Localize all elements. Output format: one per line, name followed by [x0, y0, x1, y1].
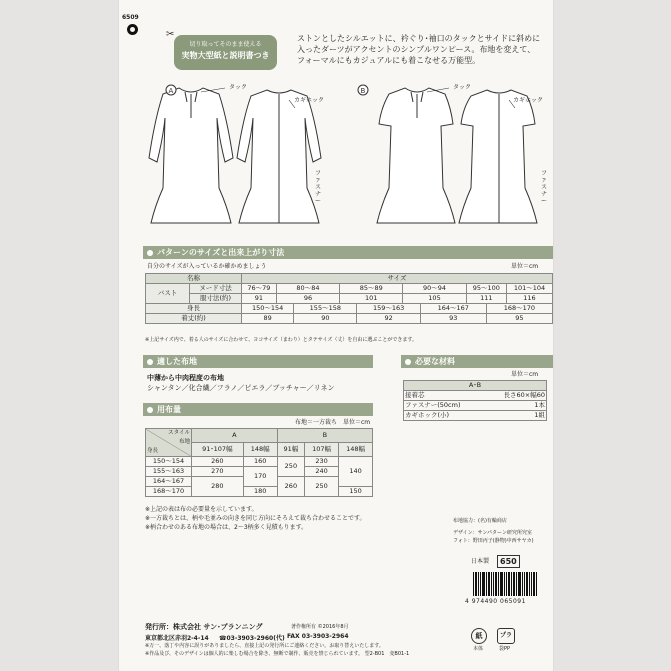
credit-photo: フォト：野田丙子(静物)中西サヤカ) [453, 538, 534, 544]
yardage-style-label: スタイル [168, 430, 190, 436]
material-name: 接着芯 [404, 391, 485, 401]
length-cell: 95 [486, 314, 552, 324]
price-box: 650 [497, 555, 520, 568]
yardage-unit: 布地＝一方裁ち 単位＝cm [295, 419, 371, 426]
yardage-cell: 180 [243, 487, 277, 497]
logo-mark [127, 24, 138, 35]
barcode-number: 4 974490 065091 [465, 598, 526, 605]
paper-recycle-label: 本体 [473, 646, 484, 652]
note-line: ※一方裁ちとは、柄や毛並みの向きを同じ方向にそろえて裁ち合わせることです。 [145, 515, 366, 522]
cutout-badge [166, 29, 277, 70]
zipper-label-b: ファスナー [541, 170, 548, 205]
hook-label-a: カギホック [294, 97, 325, 104]
material-value: 1組 [485, 411, 547, 421]
materials-section-title: 必要な材料 [401, 355, 554, 368]
yardage-cell: 150 [339, 487, 373, 497]
publisher-tel: ☎03-3903-2960(代) [219, 635, 285, 642]
size-note-bottom: ※上記サイズ内で、着る人のサイズに合わせて、ヨコサイズ（まわり）とタテサイズ（丈）を自由に選ぶことができます。 [145, 337, 417, 343]
finished-cell: 116 [507, 294, 553, 304]
yardage-fabric-label: 布地 [178, 439, 190, 445]
fine-print-2: ※作品及び、そのデザインは個人的に楽しむ場合を除き、無断で制作、販売を禁じられています。 型2-B01 変B01-1 [145, 651, 410, 657]
plastic-recycle-label: 袋PP [499, 646, 511, 652]
width-header: 148幅 [243, 443, 277, 457]
credit-cooperation: 布地協力：(名)有輪商店 [453, 518, 507, 524]
height-cell: 150〜154 [242, 304, 294, 314]
nude-cell: 85〜89 [340, 284, 403, 294]
bust-label: バスト [146, 284, 190, 304]
yardage-cell: 260 [277, 477, 305, 497]
length-cell: 90 [294, 314, 357, 324]
yardage-cell: 280 [192, 477, 244, 497]
materials-table [403, 380, 547, 421]
yardage-cell: 160 [243, 457, 277, 467]
size-col-name: 名称 [146, 274, 242, 284]
nude-cell: 101〜104 [507, 284, 553, 294]
note-line: ※柄合わせのある布地の場合は、2〜3柄多く見積もります。 [145, 524, 308, 531]
material-value: 長さ60×幅60 [485, 391, 547, 401]
size-unit: 単位＝cm [511, 263, 539, 270]
size-section-title: パターンのサイズと出来上がり寸法 [143, 246, 554, 259]
yardage-cell: 140 [339, 457, 373, 487]
yardage-cell: 260 [192, 457, 244, 467]
barcode [473, 572, 538, 600]
material-name: ファスナー(50cm) [404, 401, 485, 411]
finished-cell: 105 [403, 294, 466, 304]
size-col-size: サイズ [242, 274, 553, 284]
publisher-fax: FAX 03-3903-2964 [287, 633, 349, 640]
length-cell: 89 [242, 314, 294, 324]
material-value: 1本 [485, 401, 547, 411]
description-line: ストンとしたシルエットに、衿ぐり･袖口のタックとサイドに斜めに [297, 34, 541, 43]
height-cell: 164〜167 [420, 304, 486, 314]
material-name: カギホック(小) [404, 411, 485, 421]
fabric-line2: シャンタン／化合繊／フラノ／ピエラ／ブッチャー／リネン [147, 384, 335, 392]
width-header: 148幅 [339, 443, 373, 457]
yardage-cell: 250 [277, 457, 305, 477]
nude-cell: 90〜94 [403, 284, 466, 294]
height-cell: 155〜158 [294, 304, 357, 314]
finished-cell: 101 [340, 294, 403, 304]
yardage-section-title: 用布量 [143, 403, 373, 416]
length-label: 着丈(約) [146, 314, 242, 324]
yardage-corner [146, 429, 192, 457]
finished-cell: 111 [466, 294, 506, 304]
fine-print-1: ※万一、落丁や内容に誤りがありましたら、直接上記の発行所にご連絡ください。お取り替えいたします。 [145, 643, 384, 649]
yardage-cell: 240 [305, 467, 339, 477]
note-line: ※上記の表は布の必要量を示しています。 [145, 506, 258, 513]
length-cell: 92 [357, 314, 420, 324]
credit-design: デザイン：サンパターン研究所究室 [453, 530, 532, 536]
nude-cell: 95〜100 [466, 284, 506, 294]
height-cell: 168〜170 [486, 304, 552, 314]
cutout-line1: 切り取ってそのまま使える [189, 41, 262, 48]
nude-cell: 76〜79 [242, 284, 277, 294]
yardage-height-label: 身長 [147, 448, 159, 454]
nude-cell: 80〜84 [276, 284, 339, 294]
size-table [145, 273, 553, 324]
yardage-cell: 230 [305, 457, 339, 467]
dress-illustrations [119, 78, 554, 238]
pattern-number: 6509 [122, 14, 139, 21]
fabric-section-title: 適した布地 [143, 355, 373, 368]
height-label: 身長 [146, 304, 242, 314]
height-cell: 159〜163 [357, 304, 420, 314]
yardage-notes [145, 505, 366, 532]
width-header: 91･107幅 [192, 443, 244, 457]
finished-label: 服寸法(約) [190, 294, 242, 304]
fabric-line1: 中薄から中肉程度の布地 [147, 374, 224, 382]
yardage-height: 168〜170 [146, 487, 192, 497]
yardage-table [145, 428, 373, 497]
materials-header: A･B [404, 381, 547, 391]
scissors-icon: ✂ [166, 29, 175, 40]
cutout-line2: 実物大型紙と説明書つき [181, 51, 270, 60]
description-line: フォーマルにもカジュアルにも着こなせる万能型。 [297, 56, 481, 65]
publisher-copyright: 著作権所有 ©2016年8月 [291, 624, 349, 630]
tuck-label-b: タック [453, 84, 472, 91]
yardage-a-header: A [192, 429, 278, 443]
style-a-label: A [168, 87, 174, 95]
width-header: 107幅 [305, 443, 339, 457]
yardage-height: 164〜167 [146, 477, 192, 487]
finished-cell: 96 [276, 294, 339, 304]
yardage-height: 150〜154 [146, 457, 192, 467]
publisher-name: 発行所：株式会社 サン･プランニング [145, 623, 263, 631]
yardage-cell: 250 [305, 477, 339, 497]
yardage-cell: 170 [243, 467, 277, 487]
made-in-japan: 日本製 [471, 558, 490, 565]
hook-label-b: カギホック [513, 97, 544, 104]
yardage-height: 155〜163 [146, 467, 192, 477]
width-header: 91幅 [277, 443, 305, 457]
description [297, 33, 540, 66]
yardage-b-header: B [277, 429, 372, 443]
paper-recycle-icon: 紙 [471, 628, 487, 644]
publisher-address: 東京都北区赤羽2-4-14 [145, 635, 209, 642]
yardage-cell: 270 [192, 467, 244, 477]
size-note-top: 自分のサイズが入っているか確かめましょう [147, 263, 267, 270]
plastic-recycle-icon: プラ [497, 628, 515, 644]
style-b-label: B [360, 87, 366, 95]
materials-unit: 単位＝cm [511, 371, 539, 378]
description-line: 入ったダーツがアクセントのシンプルワンピース。布地を変えて、 [297, 45, 536, 54]
pattern-envelope [118, 0, 554, 671]
tuck-label-a: タック [229, 84, 248, 91]
length-cell: 93 [420, 314, 486, 324]
nude-label: ヌード寸法 [190, 284, 242, 294]
finished-cell: 91 [242, 294, 277, 304]
zipper-label-a: ファスナー [315, 170, 322, 205]
